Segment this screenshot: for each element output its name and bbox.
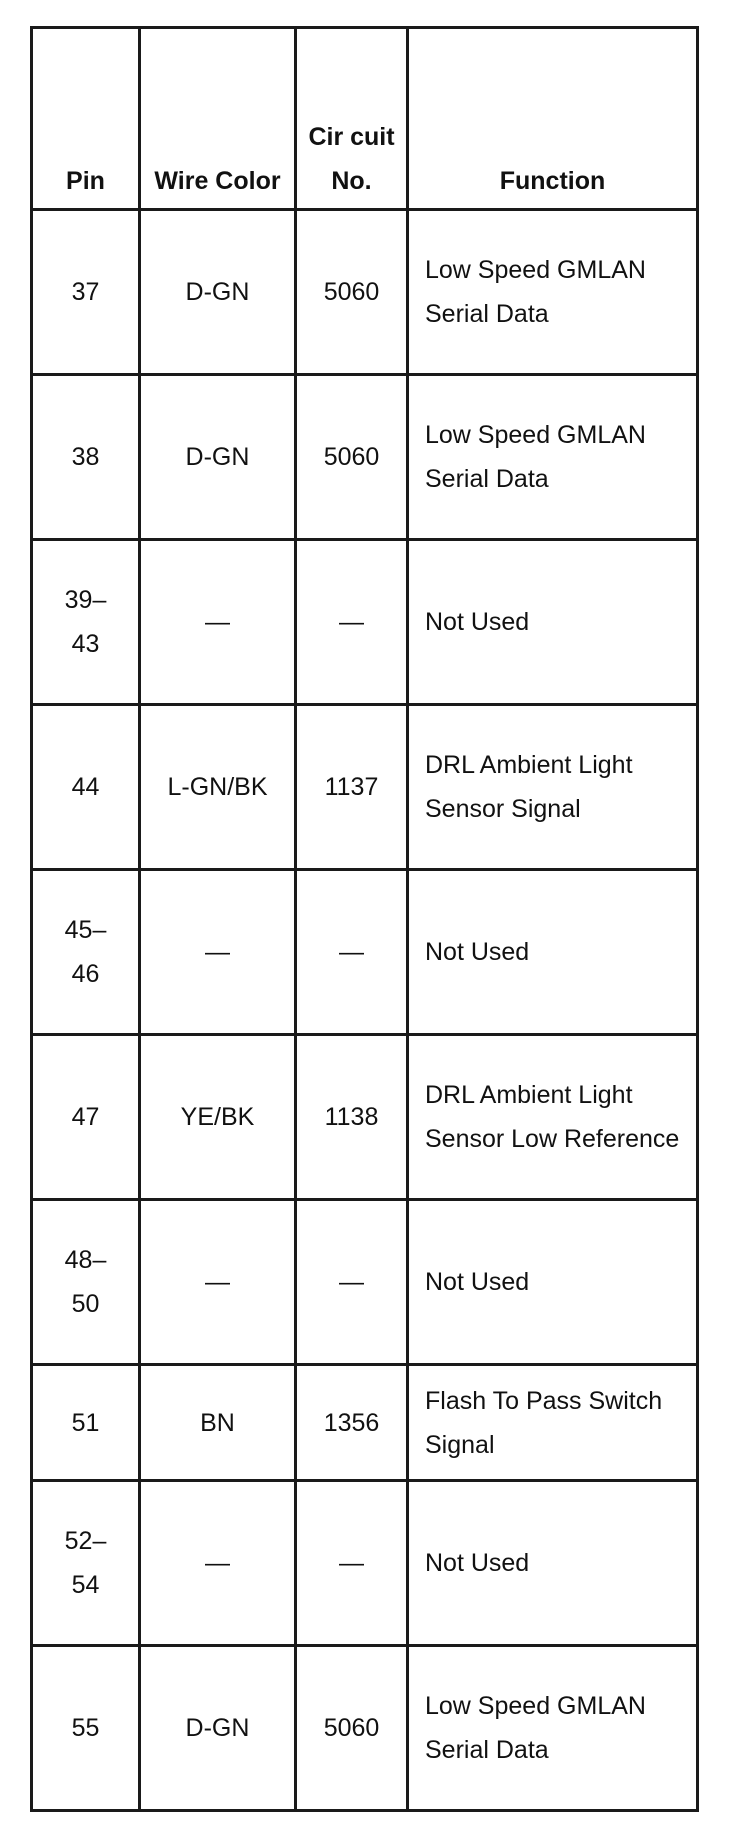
- function-cell: DRL Ambient Light Sensor Low Reference: [408, 1035, 698, 1200]
- pin-cell: 44: [32, 705, 140, 870]
- pin-cell: 39–43: [32, 540, 140, 705]
- circuit-number-cell: 5060: [296, 210, 408, 375]
- wire-color-cell: YE/BK: [140, 1035, 296, 1200]
- circuit-number-cell: —: [296, 1200, 408, 1365]
- circuit-number-cell: —: [296, 870, 408, 1035]
- function-cell: Low Speed GMLAN Serial Data: [408, 1646, 698, 1811]
- table-row: [32, 870, 698, 1035]
- function-cell: Low Speed GMLAN Serial Data: [408, 375, 698, 540]
- function-cell: DRL Ambient Light Sensor Signal: [408, 705, 698, 870]
- wire-color-cell: D-GN: [140, 375, 296, 540]
- function-cell: Not Used: [408, 870, 698, 1035]
- pin-cell: 52–54: [32, 1481, 140, 1646]
- function-cell: Flash To Pass Switch Signal: [408, 1365, 698, 1481]
- pin-cell: 38: [32, 375, 140, 540]
- pin-cell: 51: [32, 1365, 140, 1481]
- wire-color-cell: —: [140, 1481, 296, 1646]
- table-header-row: [32, 28, 698, 210]
- circuit-number-cell: —: [296, 1481, 408, 1646]
- wire-color-cell: D-GN: [140, 1646, 296, 1811]
- table-row: [32, 375, 698, 540]
- connector-pinout-table: [30, 26, 699, 1812]
- function-cell: Not Used: [408, 540, 698, 705]
- header-pin: Pin: [32, 28, 140, 210]
- wire-color-cell: —: [140, 870, 296, 1035]
- table-row: [32, 1200, 698, 1365]
- table-row: [32, 1481, 698, 1646]
- pin-cell: 37: [32, 210, 140, 375]
- pin-cell: 45–46: [32, 870, 140, 1035]
- circuit-number-cell: 1137: [296, 705, 408, 870]
- table-row: [32, 705, 698, 870]
- header-wire-color: Wire Color: [140, 28, 296, 210]
- table-row: [32, 1365, 698, 1481]
- circuit-number-cell: 1356: [296, 1365, 408, 1481]
- wire-color-cell: —: [140, 1200, 296, 1365]
- circuit-number-cell: 5060: [296, 1646, 408, 1811]
- table-row: [32, 1035, 698, 1200]
- pin-cell: 48–50: [32, 1200, 140, 1365]
- table-row: [32, 210, 698, 375]
- pin-cell: 55: [32, 1646, 140, 1811]
- circuit-number-cell: 5060: [296, 375, 408, 540]
- function-cell: Not Used: [408, 1200, 698, 1365]
- header-function: Function: [408, 28, 698, 210]
- circuit-number-cell: —: [296, 540, 408, 705]
- table-row: [32, 540, 698, 705]
- pin-cell: 47: [32, 1035, 140, 1200]
- function-cell: Not Used: [408, 1481, 698, 1646]
- function-cell: Low Speed GMLAN Serial Data: [408, 210, 698, 375]
- wire-color-cell: L-GN/BK: [140, 705, 296, 870]
- circuit-number-cell: 1138: [296, 1035, 408, 1200]
- header-circuit-number: Cir cuit No.: [296, 28, 408, 210]
- table-row: [32, 1646, 698, 1811]
- wire-color-cell: BN: [140, 1365, 296, 1481]
- wire-color-cell: —: [140, 540, 296, 705]
- wire-color-cell: D-GN: [140, 210, 296, 375]
